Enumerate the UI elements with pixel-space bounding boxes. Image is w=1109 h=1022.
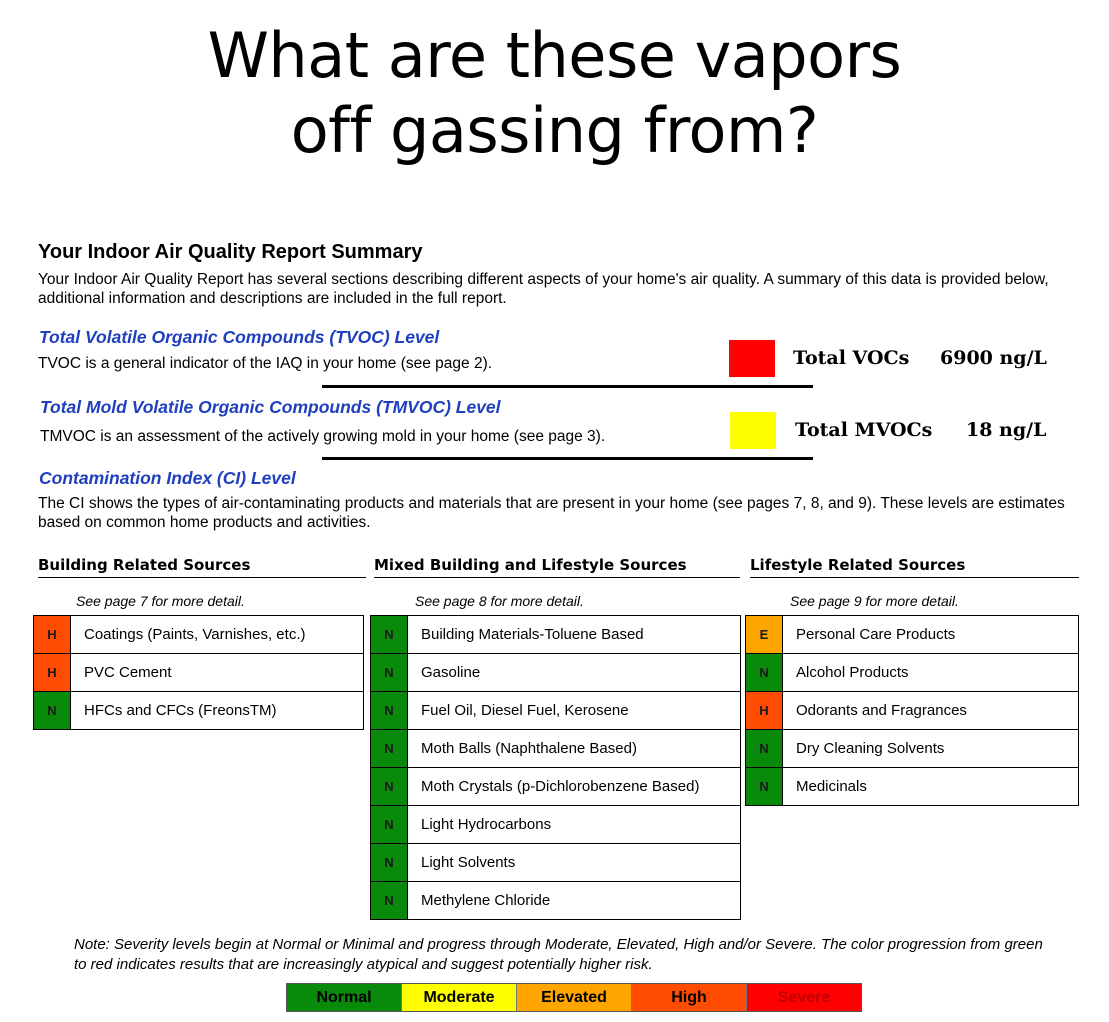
ci-heading: Contamination Index (CI) Level [39, 468, 296, 488]
source-name-cell: Light Hydrocarbons [408, 806, 741, 844]
source-name-cell: PVC Cement [71, 654, 364, 692]
source-row [371, 654, 741, 692]
severity-level-cell: N [371, 730, 408, 768]
severity-level-cell: N [746, 654, 783, 692]
tmvoc-label: Total MVOCs [795, 419, 933, 441]
source-name-cell: Moth Crystals (p-Dichlorobenzene Based) [408, 768, 741, 806]
tmvoc-text: TMVOC is an assessment of the actively growing mold in your home (see page 3). [40, 428, 606, 445]
lifestyle-sources-heading: Lifestyle Related Sources [750, 556, 1079, 578]
source-name-cell: Odorants and Fragrances [783, 692, 1079, 730]
building-sources-table [33, 615, 364, 730]
severity-level-cell: N [371, 768, 408, 806]
tmvoc-level-swatch [730, 412, 776, 449]
severity-level-cell: N [371, 692, 408, 730]
severity-level-cell: N [371, 882, 408, 920]
report-description: Your Indoor Air Quality Report has several sections describing different aspects of your home's air quality. A summary of this data is provided below, additional information and descriptions are included in the full report. [38, 271, 1049, 307]
slide-title-line-1: What are these vapors [207, 19, 902, 92]
severity-level-cell: N [371, 654, 408, 692]
severity-level-cell: E [746, 616, 783, 654]
legend-normal: Normal [287, 984, 402, 1011]
mixed-sources-note: See page 8 for more detail. [415, 593, 584, 609]
tvoc-heading: Total Volatile Organic Compounds (TVOC) Level [39, 327, 440, 347]
source-row [371, 768, 741, 806]
source-row [371, 692, 741, 730]
ci-text: The CI shows the types of air-contaminating products and materials that are present in your home (see pages 7, 8, and 9). These levels are estimates based on common home products and activities. [38, 495, 1065, 531]
source-row [34, 692, 364, 730]
legend-elevated: Elevated [517, 984, 632, 1011]
mixed-sources-table [370, 615, 741, 920]
source-row [746, 768, 1079, 806]
source-name-cell: Light Solvents [408, 844, 741, 882]
tvoc-divider [322, 385, 813, 388]
severity-note: Note: Severity levels begin at Normal or Minimal and progress through Moderate, Elevated, High and/or Severe. The color progression from green to red indicates results that are increasingly atypical and suggest potentially higher risk. [74, 936, 1043, 973]
source-row [371, 730, 741, 768]
lifestyle-sources-table [745, 615, 1079, 806]
severity-level-cell: H [34, 654, 71, 692]
legend-high: High [632, 984, 747, 1011]
slide-title [0, 18, 1109, 168]
source-row [371, 806, 741, 844]
building-sources-note: See page 7 for more detail. [76, 593, 245, 609]
source-name-cell: Dry Cleaning Solvents [783, 730, 1079, 768]
source-row [371, 616, 741, 654]
severity-level-cell: N [371, 806, 408, 844]
tvoc-value: 6900 ng/L [940, 347, 1047, 369]
source-name-cell: Moth Balls (Naphthalene Based) [408, 730, 741, 768]
source-name-cell: Medicinals [783, 768, 1079, 806]
source-name-cell: HFCs and CFCs (FreonsTM) [71, 692, 364, 730]
source-row [746, 616, 1079, 654]
tvoc-label: Total VOCs [793, 347, 910, 369]
source-name-cell: Fuel Oil, Diesel Fuel, Kerosene [408, 692, 741, 730]
severity-level-cell: N [34, 692, 71, 730]
legend-severe: Severe [747, 984, 861, 1011]
source-name-cell: Methylene Chloride [408, 882, 741, 920]
source-name-cell: Personal Care Products [783, 616, 1079, 654]
severity-level-cell: N [371, 844, 408, 882]
source-row [371, 844, 741, 882]
tvoc-level-swatch [729, 340, 775, 377]
tmvoc-divider [322, 457, 813, 460]
source-name-cell: Coatings (Paints, Varnishes, etc.) [71, 616, 364, 654]
building-sources-heading: Building Related Sources [38, 556, 366, 578]
source-row [34, 616, 364, 654]
source-row [746, 692, 1079, 730]
mixed-sources-heading: Mixed Building and Lifestyle Sources [374, 556, 740, 578]
slide-title-line-2: off gassing from? [290, 94, 819, 168]
tmvoc-value: 18 ng/L [966, 419, 1047, 441]
source-row [371, 882, 741, 920]
severity-level-cell: N [746, 730, 783, 768]
lifestyle-sources-note: See page 9 for more detail. [790, 593, 959, 609]
legend-moderate: Moderate [402, 984, 517, 1011]
source-name-cell: Building Materials-Toluene Based [408, 616, 741, 654]
tmvoc-heading: Total Mold Volatile Organic Compounds (TMVOC) Level [40, 397, 501, 417]
tvoc-text: TVOC is a general indicator of the IAQ in your home (see page 2). [38, 355, 493, 372]
report-title: Your Indoor Air Quality Report Summary [38, 241, 423, 263]
source-row [34, 654, 364, 692]
severity-level-cell: N [746, 768, 783, 806]
severity-level-cell: H [746, 692, 783, 730]
severity-level-cell: H [34, 616, 71, 654]
source-row [746, 654, 1079, 692]
source-name-cell: Gasoline [408, 654, 741, 692]
severity-legend [286, 983, 862, 1012]
source-row [746, 730, 1079, 768]
severity-level-cell: N [371, 616, 408, 654]
source-name-cell: Alcohol Products [783, 654, 1079, 692]
